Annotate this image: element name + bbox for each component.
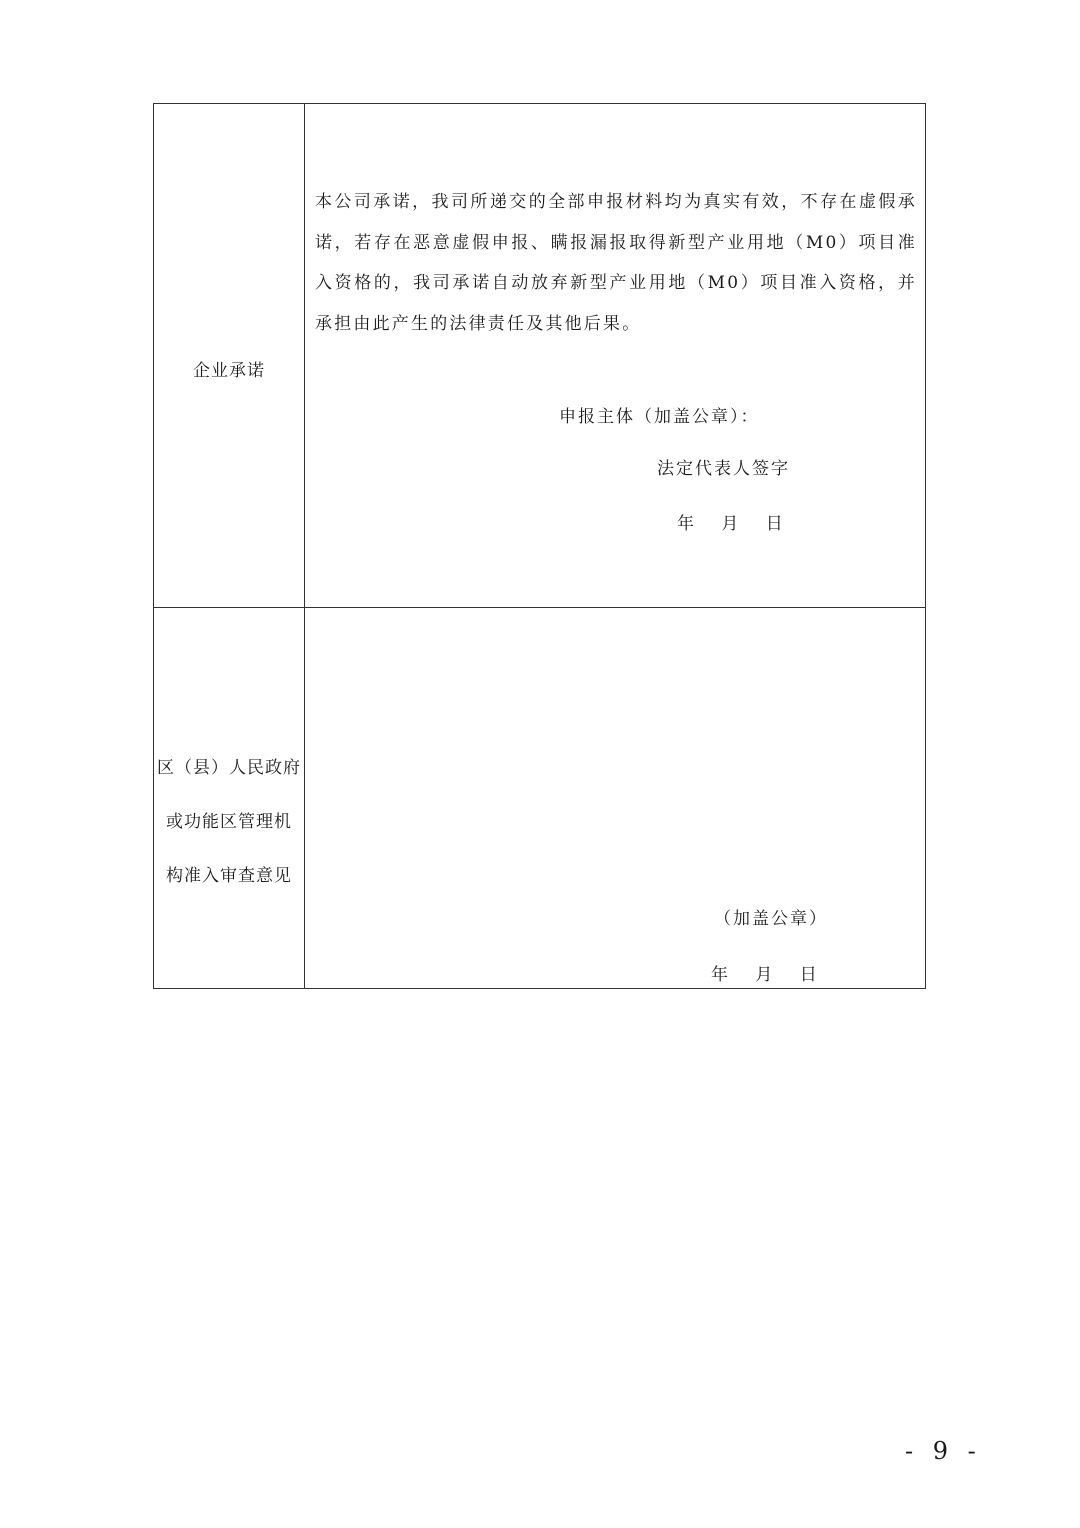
government-review-label-line-2: 或功能区管理机 [166, 812, 292, 832]
review-seal-line: （加盖公章） [714, 909, 828, 929]
page-number: - 9 - [905, 1437, 982, 1465]
commitment-form-table [153, 103, 926, 989]
government-review-label-line-3: 构准入审查意见 [166, 866, 292, 886]
row-divider [154, 607, 925, 608]
review-date-line: 年 月 日 [711, 965, 819, 985]
government-review-label-line-1: 区（县）人民政府 [157, 758, 301, 778]
government-review-label [154, 741, 304, 903]
commitment-text: 本公司承诺，我司所递交的全部申报材料均为真实有效，不存在虚假承诺，若存在恶意虚假申报、瞒报漏报取得新型产业用地（M0）项目准入资格的，我司承诺自动放弃新型产业用地（M0）项目准入资格，并承担由此产生的法律责任及其他后果。 [315, 192, 917, 334]
legal-representative-signature-line: 法定代表人签字 [657, 459, 790, 479]
commitment-date-line: 年 月 日 [677, 514, 785, 534]
enterprise-commitment-label: 企业承诺 [193, 361, 265, 381]
applicant-seal-line: 申报主体（加盖公章）： [559, 407, 760, 427]
column-divider [304, 104, 305, 988]
